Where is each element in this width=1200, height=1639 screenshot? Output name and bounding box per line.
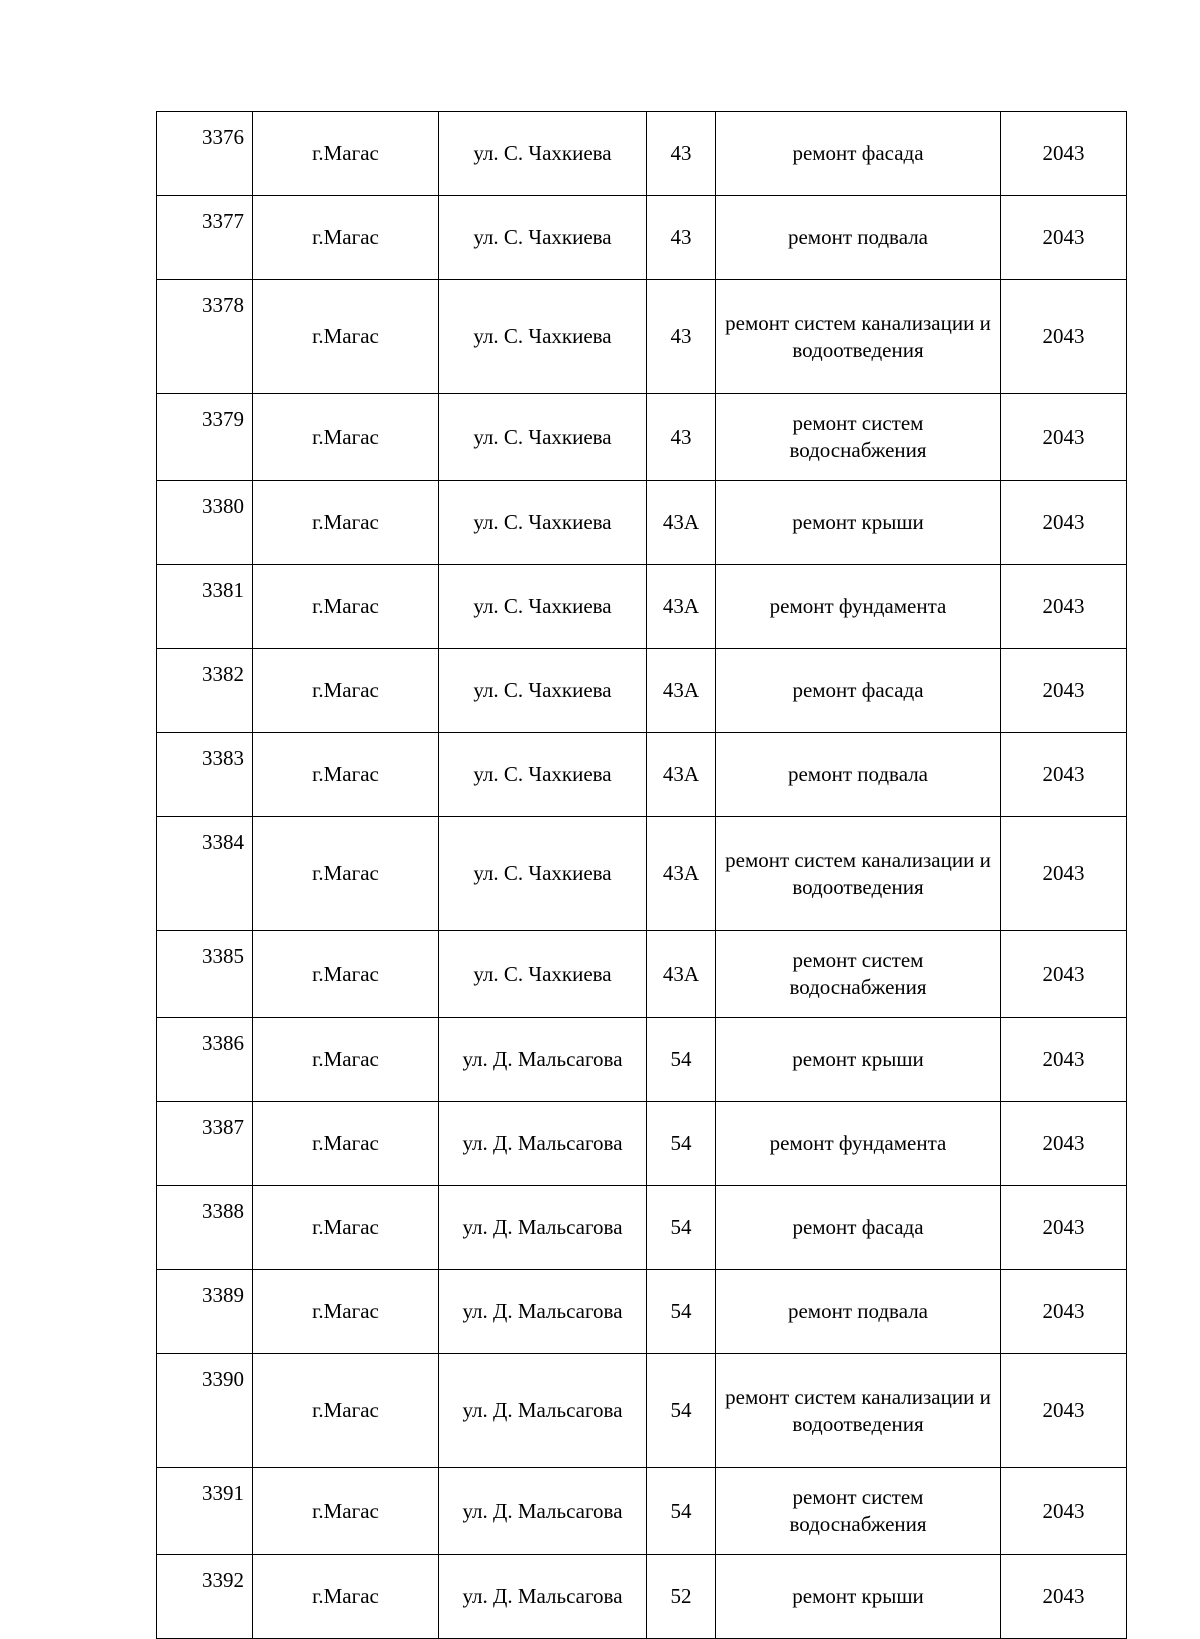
house-cell: 54 — [647, 1468, 716, 1555]
city-cell: г.Магас — [253, 196, 439, 280]
row-number: 3386 — [157, 1018, 253, 1102]
house-cell: 54 — [647, 1270, 716, 1354]
work-type-cell — [716, 649, 1001, 733]
year-cell: 2043 — [1001, 565, 1127, 649]
table-row — [157, 1468, 1127, 1555]
table-row — [157, 817, 1127, 931]
house-cell: 43А — [647, 481, 716, 565]
table-row — [157, 931, 1127, 1018]
work-type-text: ремонт систем канализации и водоотведения — [725, 1384, 991, 1436]
street-cell: ул. Д. Мальсагова — [439, 1468, 647, 1555]
house-cell: 54 — [647, 1018, 716, 1102]
work-type-text: ремонт систем канализации и водоотведения — [725, 310, 991, 362]
work-type-text: ремонт подвала — [787, 762, 929, 786]
house-cell: 43 — [647, 196, 716, 280]
work-type-text: ремонт систем водоснабжения — [789, 1485, 927, 1536]
table-row — [157, 280, 1127, 394]
row-number: 3383 — [157, 733, 253, 817]
city-cell: г.Магас — [253, 1354, 439, 1468]
street-cell: ул. С. Чахкиева — [439, 733, 647, 817]
work-type-cell — [716, 1354, 1001, 1468]
row-number: 3385 — [157, 931, 253, 1018]
house-cell: 43 — [647, 280, 716, 394]
work-type-cell — [716, 1018, 1001, 1102]
row-number: 3381 — [157, 565, 253, 649]
year-cell: 2043 — [1001, 817, 1127, 931]
city-cell: г.Магас — [253, 649, 439, 733]
table-row — [157, 733, 1127, 817]
work-type-text: ремонт систем водоснабжения — [789, 411, 927, 462]
street-cell: ул. С. Чахкиева — [439, 565, 647, 649]
year-cell: 2043 — [1001, 1555, 1127, 1639]
street-cell: ул. Д. Мальсагова — [439, 1186, 647, 1270]
table-row — [157, 1354, 1127, 1468]
city-cell: г.Магас — [253, 1555, 439, 1639]
city-cell: г.Магас — [253, 481, 439, 565]
work-type-text: ремонт систем канализации и водоотведения — [725, 847, 991, 899]
work-type-text: ремонт фасада — [792, 141, 924, 165]
row-number: 3376 — [157, 112, 253, 196]
row-number: 3388 — [157, 1186, 253, 1270]
street-cell: ул. С. Чахкиева — [439, 931, 647, 1018]
row-number: 3379 — [157, 394, 253, 481]
year-cell: 2043 — [1001, 481, 1127, 565]
work-type-cell — [716, 1468, 1001, 1555]
year-cell: 2043 — [1001, 1018, 1127, 1102]
table-row — [157, 1270, 1127, 1354]
city-cell: г.Магас — [253, 733, 439, 817]
work-type-text: ремонт подвала — [787, 225, 929, 249]
street-cell: ул. Д. Мальсагова — [439, 1270, 647, 1354]
work-type-text: ремонт крыши — [792, 1584, 924, 1608]
table-row — [157, 649, 1127, 733]
city-cell: г.Магас — [253, 817, 439, 931]
street-cell: ул. Д. Мальсагова — [439, 1018, 647, 1102]
work-type-cell — [716, 196, 1001, 280]
work-type-cell — [716, 1102, 1001, 1186]
city-cell: г.Магас — [253, 1018, 439, 1102]
work-type-text: ремонт крыши — [792, 1047, 924, 1071]
city-cell: г.Магас — [253, 931, 439, 1018]
year-cell: 2043 — [1001, 1270, 1127, 1354]
row-number: 3392 — [157, 1555, 253, 1639]
table-row — [157, 1186, 1127, 1270]
year-cell: 2043 — [1001, 280, 1127, 394]
work-type-text: ремонт фасада — [792, 1215, 924, 1239]
street-cell: ул. С. Чахкиева — [439, 817, 647, 931]
house-cell: 43 — [647, 394, 716, 481]
street-cell: ул. С. Чахкиева — [439, 112, 647, 196]
city-cell: г.Магас — [253, 1468, 439, 1555]
year-cell: 2043 — [1001, 931, 1127, 1018]
row-number: 3389 — [157, 1270, 253, 1354]
house-cell: 43А — [647, 733, 716, 817]
street-cell: ул. С. Чахкиева — [439, 649, 647, 733]
year-cell: 2043 — [1001, 733, 1127, 817]
row-number: 3391 — [157, 1468, 253, 1555]
table-row — [157, 112, 1127, 196]
table-row — [157, 1018, 1127, 1102]
work-type-cell — [716, 481, 1001, 565]
work-type-text: ремонт фасада — [792, 678, 924, 702]
work-type-text: ремонт подвала — [787, 1299, 929, 1323]
house-cell: 52 — [647, 1555, 716, 1639]
street-cell: ул. С. Чахкиева — [439, 280, 647, 394]
work-type-cell — [716, 394, 1001, 481]
city-cell: г.Магас — [253, 394, 439, 481]
house-cell: 43А — [647, 649, 716, 733]
house-cell: 54 — [647, 1102, 716, 1186]
year-cell: 2043 — [1001, 649, 1127, 733]
street-cell: ул. С. Чахкиева — [439, 196, 647, 280]
work-type-cell — [716, 817, 1001, 931]
row-number: 3380 — [157, 481, 253, 565]
work-type-cell — [716, 1186, 1001, 1270]
city-cell: г.Магас — [253, 1186, 439, 1270]
row-number: 3384 — [157, 817, 253, 931]
year-cell: 2043 — [1001, 1354, 1127, 1468]
table-row — [157, 481, 1127, 565]
house-cell: 54 — [647, 1186, 716, 1270]
row-number: 3382 — [157, 649, 253, 733]
house-cell: 43 — [647, 112, 716, 196]
row-number: 3390 — [157, 1354, 253, 1468]
year-cell: 2043 — [1001, 1186, 1127, 1270]
table-row — [157, 394, 1127, 481]
table-row — [157, 565, 1127, 649]
house-cell: 43А — [647, 565, 716, 649]
work-type-cell — [716, 931, 1001, 1018]
year-cell: 2043 — [1001, 394, 1127, 481]
row-number: 3377 — [157, 196, 253, 280]
work-type-cell — [716, 112, 1001, 196]
year-cell: 2043 — [1001, 1468, 1127, 1555]
house-cell: 43А — [647, 931, 716, 1018]
street-cell: ул. С. Чахкиева — [439, 394, 647, 481]
work-type-cell — [716, 733, 1001, 817]
city-cell: г.Магас — [253, 280, 439, 394]
street-cell: ул. Д. Мальсагова — [439, 1555, 647, 1639]
table-row — [157, 196, 1127, 280]
street-cell: ул. Д. Мальсагова — [439, 1102, 647, 1186]
street-cell: ул. С. Чахкиева — [439, 481, 647, 565]
work-type-cell — [716, 565, 1001, 649]
work-type-text: ремонт фундамента — [769, 594, 947, 618]
work-type-text: ремонт крыши — [792, 510, 924, 534]
row-number: 3378 — [157, 280, 253, 394]
city-cell: г.Магас — [253, 1102, 439, 1186]
city-cell: г.Магас — [253, 565, 439, 649]
year-cell: 2043 — [1001, 196, 1127, 280]
house-cell: 54 — [647, 1354, 716, 1468]
work-type-cell — [716, 1555, 1001, 1639]
street-cell: ул. Д. Мальсагова — [439, 1354, 647, 1468]
house-cell: 43А — [647, 817, 716, 931]
work-type-cell — [716, 280, 1001, 394]
work-type-text: ремонт систем водоснабжения — [789, 948, 927, 999]
row-number: 3387 — [157, 1102, 253, 1186]
year-cell: 2043 — [1001, 1102, 1127, 1186]
year-cell: 2043 — [1001, 112, 1127, 196]
table-row — [157, 1555, 1127, 1639]
city-cell: г.Магас — [253, 112, 439, 196]
work-type-text: ремонт фундамента — [769, 1131, 947, 1155]
work-type-cell — [716, 1270, 1001, 1354]
city-cell: г.Магас — [253, 1270, 439, 1354]
table-row — [157, 1102, 1127, 1186]
repair-schedule-table — [156, 111, 1127, 1639]
